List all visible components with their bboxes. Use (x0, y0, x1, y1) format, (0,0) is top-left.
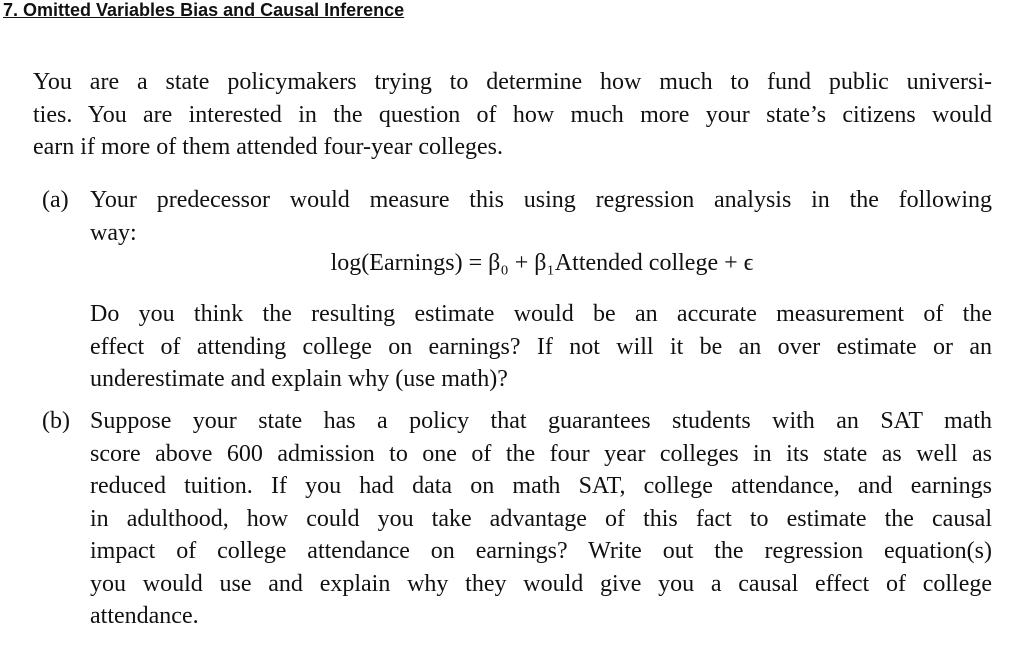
part-a-question (90, 298, 992, 396)
part-b-line: attendance. (90, 603, 199, 629)
part-a-text (90, 184, 992, 249)
intro-line: You are a state policymakers trying to determine how much to fund public universi- (33, 69, 992, 95)
part-a-question-line: underestimate and explain why (use math)? (90, 366, 508, 392)
part-b-line: in adulthood, how could you take advantage of this fact to estimate the causal (90, 505, 992, 532)
part-b-line: reduced tuition. If you had data on math SAT, college attendance, and earnings (90, 473, 992, 499)
part-b-line: score above 600 admission to one of the four year colleges in its state as well as (90, 440, 992, 467)
part-b-line: Suppose your state has a policy that guarantees students with an SAT math (90, 408, 992, 434)
regression-equation (0, 250, 1024, 277)
equation-text: log(Earnings) = β₀ + β₁Attended college + ϵ (330, 250, 754, 276)
part-a-line: Your predecessor would measure this using regression analysis in the following (90, 187, 992, 213)
part-b-line: impact of college attendance on earnings? Write out the regression equation(s) (90, 538, 992, 564)
intro-line: ties. You are interested in the question of how much more your state’s citizens would (33, 101, 992, 128)
intro-paragraph (33, 66, 992, 164)
part-b-text (90, 405, 992, 633)
part-a-question-line: effect of attending college on earnings? If not will it be an over estimate or an (90, 333, 992, 360)
part-a-label: (a) (42, 187, 69, 213)
intro-line: earn if more of them attended four-year colleges. (33, 134, 503, 160)
part-b-line: you would use and explain why they would give you a causal effect of college (90, 570, 992, 597)
part-a-line: way: (90, 219, 137, 246)
part-a-question-line: Do you think the resulting estimate would be an accurate measurement of the (90, 301, 992, 327)
part-b-label: (b) (42, 408, 70, 434)
section-heading: 7. Omitted Variables Bias and Causal Inference (3, 0, 405, 20)
